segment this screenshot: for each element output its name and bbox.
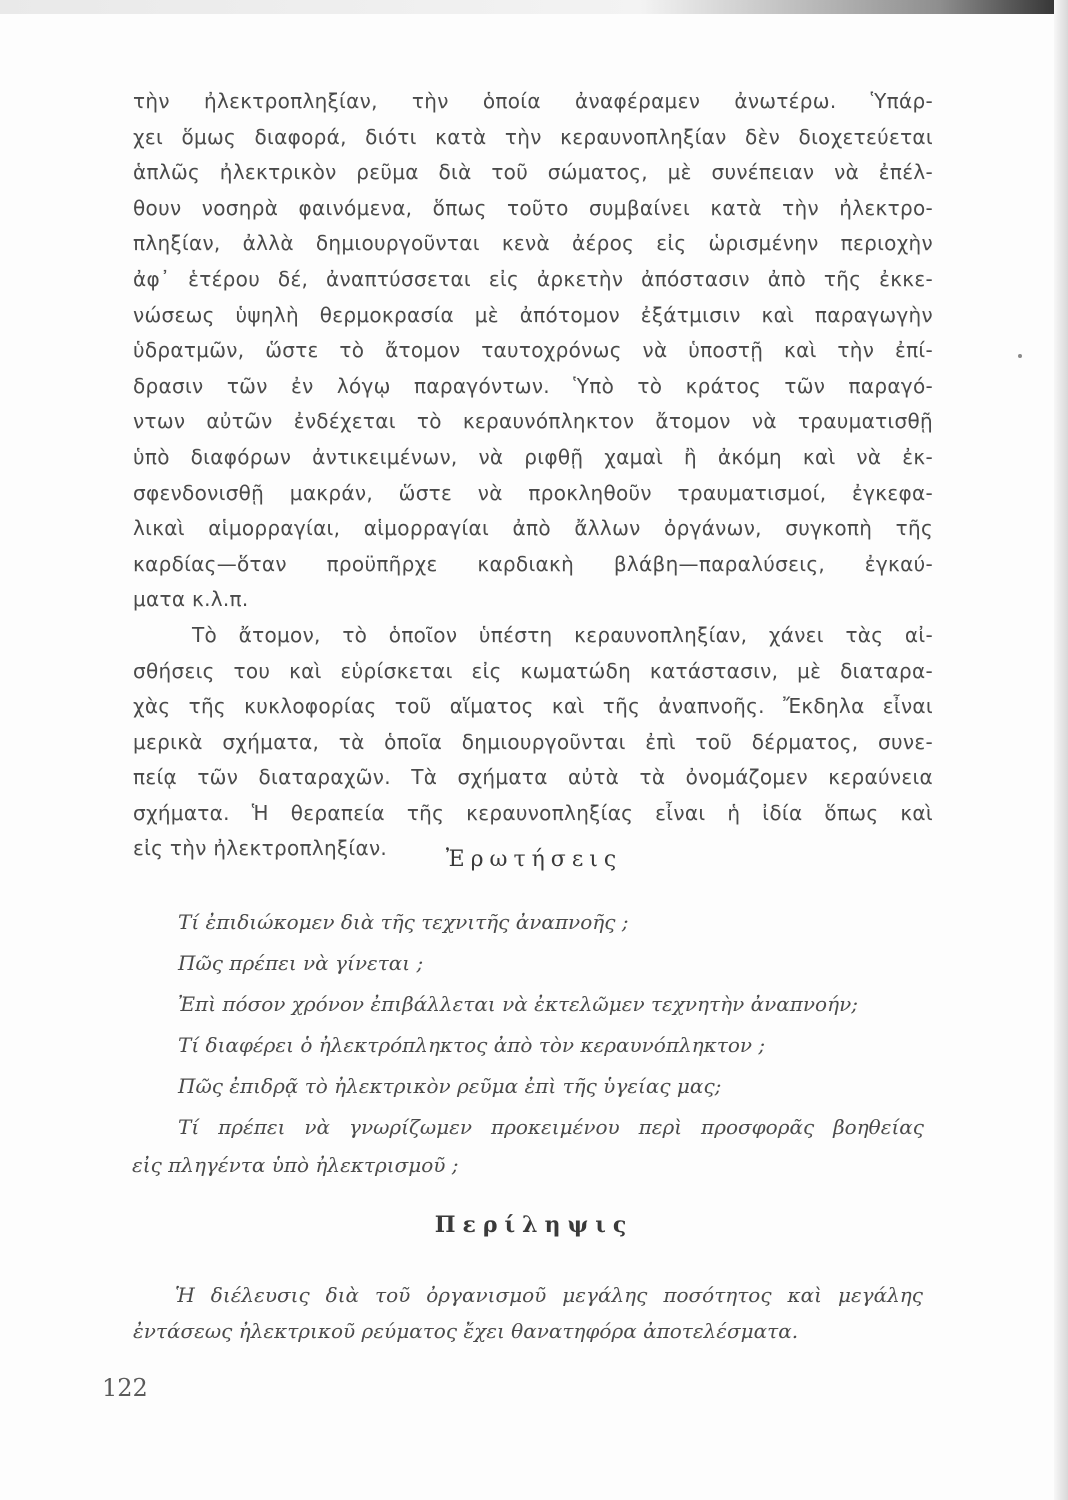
question-item: Πῶς πρέπει νὰ γίνεται ; — [178, 951, 424, 975]
body-line: ἀφ᾽ ἑτέρου δέ, ἀναπτύσσεται εἰς ἀρκετὴν ἀπόστασιν ἀπὸ τῆς ἐκκε- — [133, 266, 933, 291]
question-item: Τί ἐπιδιώκομεν διὰ τῆς τεχνιτῆς ἀναπνοῆς ; — [178, 910, 629, 934]
body-line: ὑπὸ διαφόρων ἀντικειμένων, νὰ ριφθῇ χαμαὶ ἢ ἀκόμη καὶ νὰ ἐκ- — [133, 444, 933, 469]
body-line: νώσεως ὑψηλὴ θερμοκρασία μὲ ἀπότομον ἐξάτμισιν καὶ παραγωγὴν — [133, 302, 933, 327]
body-line: ὑδρατμῶν, ὥστε τὸ ἄτομον ταυτοχρόνως νὰ ὑποστῇ καὶ τὴν ἐπί- — [133, 338, 933, 363]
question-item: Τί διαφέρει ὁ ἠλεκτρόπληκτος ἀπὸ τὸν κεραυνόπληκτον ; — [178, 1033, 766, 1057]
summary-line: Ἡ διέλευσις διὰ τοῦ ὀργανισμοῦ μεγάλης ποσότητος καὶ μεγάλης — [175, 1283, 923, 1307]
body-line: τὴν ἠλεκτροπληξίαν, τὴν ὁποία ἀναφέραμεν ἀνωτέρω. Ὑπάρ- — [133, 89, 933, 113]
body-line: ντων αὐτῶν ἐνδέχεται τὸ κεραυνόπληκτον ἄτομον νὰ τραυματισθῇ — [133, 409, 933, 434]
question-item: Ἐπὶ πόσον χρόνον ἐπιβάλλεται νὰ ἐκτελῶμεν τεχνητὴν ἀναπνοήν; — [178, 992, 858, 1016]
question-item: Τί πρέπει νὰ γνωρίζωμεν προκειμένου περὶ προσφορᾶς βοηθείας — [178, 1115, 924, 1139]
scan-right-edge — [1054, 0, 1068, 1500]
questions-list — [132, 902, 938, 1182]
question-item: Πῶς ἐπιδρᾷ τὸ ἠλεκτρικὸν ρεῦμα ἐπὶ τῆς ὑγείας μας; — [178, 1074, 722, 1098]
body-line: μερικὰ σχήματα, τὰ ὁποῖα δημιουργοῦνται ἐπὶ τοῦ δέρματος, συνε- — [133, 729, 933, 754]
body-line: λικαὶ αἱμορραγίαι, αἱμορραγίαι ἀπὸ ἄλλων ὀργάνων, συγκοπὴ τῆς — [133, 516, 933, 541]
body-line: πληξίαν, ἀλλὰ δημιουργοῦνται κενὰ ἀέρος εἰς ὡρισμένην περιοχὴν — [133, 231, 933, 256]
scan-top-edge — [0, 0, 1068, 14]
body-line: σχήματα. Ἡ θεραπεία τῆς κεραυνοπληξίας εἶναι ἡ ἰδία ὅπως καὶ — [133, 800, 933, 825]
body-line: Τὸ ἄτομον, τὸ ὁποῖον ὑπέστη κεραυνοπληξίαν, χάνει τὰς αἰ- — [192, 622, 933, 647]
body-line: εἰς τὴν ἠλεκτροπληξίαν. — [133, 836, 388, 861]
body-line: ματα κ.λ.π. — [133, 587, 249, 612]
scan-speck — [1018, 354, 1022, 358]
summary-heading: Περίληψις — [434, 1212, 634, 1238]
body-line: χὰς τῆς κυκλοφορίας τοῦ αἵματος καὶ τῆς ἀναπνοῆς. Ἔκδηλα εἶναι — [133, 694, 933, 719]
body-line: πείᾳ τῶν διαταραχῶν. Τὰ σχήματα αὐτὰ τὰ ὀνομάζομεν κεραύνεια — [133, 765, 933, 790]
body-line: θουν νοσηρὰ φαινόμενα, ὅπως τοῦτο συμβαίνει κατὰ τὴν ἠλεκτρο- — [133, 195, 933, 220]
summary-line: ἐντάσεως ἠλεκτρικοῦ ρεύματος ἔχει θανατηφόρα ἀποτελέσματα. — [133, 1319, 799, 1343]
page-number: 122 — [102, 1374, 148, 1402]
body-line: ἁπλῶς ἠλεκτρικὸν ρεῦμα διὰ τοῦ σώματος, μὲ συνέπειαν νὰ ἐπέλ- — [133, 160, 933, 185]
question-item-continuation: εἰς πληγέντα ὑπὸ ἠλεκτρισμοῦ ; — [132, 1153, 459, 1177]
body-line: δρασιν τῶν ἐν λόγῳ παραγόντων. Ὑπὸ τὸ κράτος τῶν παραγό- — [133, 373, 933, 398]
body-text — [133, 84, 933, 867]
summary-text — [133, 1277, 923, 1349]
body-line: χει ὅμως διαφορά, διότι κατὰ τὴν κεραυνοπληξίαν δὲν διοχετεύεται — [133, 124, 933, 149]
body-line: σθήσεις του καὶ εὑρίσκεται εἰς κωματώδη κατάστασιν, μὲ διαταρα- — [133, 658, 933, 683]
questions-heading: Ἐρωτήσεις — [445, 847, 623, 872]
body-line: σφενδονισθῇ μακράν, ὥστε νὰ προκληθοῦν τραυματισμοί, ἐγκεφα- — [133, 480, 933, 505]
body-line: καρδίας—ὅταν προϋπῆρχε καρδιακὴ βλάβη—παραλύσεις, ἐγκαύ- — [133, 551, 933, 576]
